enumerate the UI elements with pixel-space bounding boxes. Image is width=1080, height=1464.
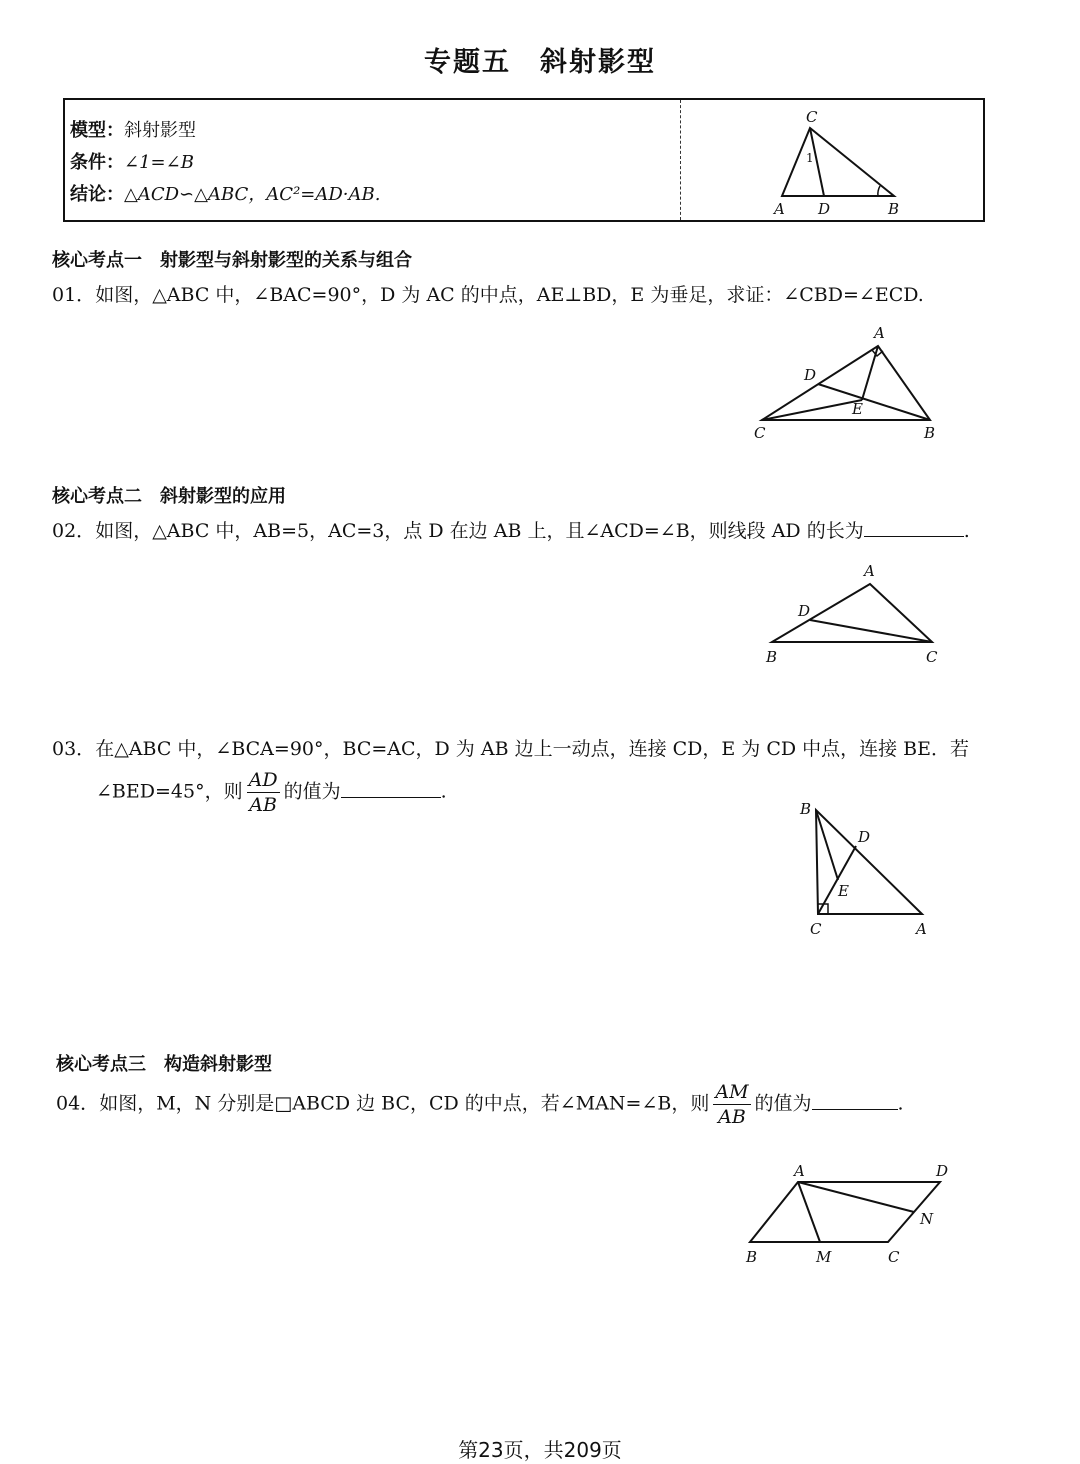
section-2-heading xyxy=(52,482,286,508)
segment-bd xyxy=(818,384,930,420)
problem-02-number: 02． xyxy=(52,520,96,542)
label-e: E xyxy=(852,400,863,418)
conclusion-label: 结论： xyxy=(70,184,124,205)
fraction-denominator: AB xyxy=(249,794,277,816)
problem-04 xyxy=(56,1080,904,1129)
model-line xyxy=(70,116,196,142)
page-title: 专题五 斜射影型 xyxy=(424,47,656,78)
fraction-numerator: AM xyxy=(715,1081,749,1103)
angle-arc-b xyxy=(878,186,880,196)
model-label: 模型： xyxy=(70,120,124,141)
label-c: C xyxy=(754,424,766,442)
label-b: B xyxy=(888,200,900,218)
label-d: D xyxy=(858,828,871,846)
label-d: D xyxy=(804,366,817,384)
segment-cd xyxy=(810,620,932,642)
section-1-title: 射影型与斜射影型的关系与组合 xyxy=(160,250,412,271)
label-b: B xyxy=(924,424,936,442)
conclusion-value: △ACD∽△ABC，AC²=AD·AB. xyxy=(124,184,381,205)
label-a: A xyxy=(874,324,885,342)
label-b: B xyxy=(800,800,812,818)
problem-04-text-2: 的值为 xyxy=(754,1092,812,1115)
section-2-title: 斜射影型的应用 xyxy=(160,486,286,507)
segment-an xyxy=(798,1182,914,1212)
label-d: D xyxy=(818,200,831,218)
problem-01-figure xyxy=(752,322,942,447)
section-1-label: 核心考点一 xyxy=(52,250,142,271)
label-c: C xyxy=(926,648,938,666)
fraction-numerator: AD xyxy=(248,769,278,791)
problem-04-text-1: 如图，M，N 分别是□ABCD 边 BC，CD 的中点，若∠MAN=∠B，则 xyxy=(99,1092,710,1115)
label-d: D xyxy=(798,602,811,620)
problem-03-figure xyxy=(798,796,938,941)
conclusion-line xyxy=(70,180,380,206)
problem-03-text-2: ∠BED=45°，则 xyxy=(96,780,243,803)
label-a: A xyxy=(916,920,927,938)
problem-01 xyxy=(52,280,924,307)
label-m: M xyxy=(816,1248,832,1266)
problem-04-end: . xyxy=(897,1092,904,1115)
problem-04-answer-blank[interactable] xyxy=(812,1091,898,1110)
condition-value: ∠1=∠B xyxy=(124,152,194,173)
label-d: D xyxy=(936,1162,949,1180)
label-b: B xyxy=(766,648,778,666)
model-box-divider xyxy=(680,100,681,220)
model-triangle-figure xyxy=(770,104,910,219)
label-1: 1 xyxy=(806,151,814,165)
fraction-denominator: AB xyxy=(718,1106,746,1128)
problem-03-text-3: 的值为 xyxy=(283,780,341,803)
label-e: E xyxy=(838,882,849,900)
section-1-heading xyxy=(52,246,412,272)
problem-03-end: . xyxy=(440,780,447,803)
problem-01-number: 01． xyxy=(52,284,96,306)
problem-04-fraction xyxy=(713,1080,750,1129)
section-3-label: 核心考点三 xyxy=(56,1054,146,1075)
label-b: B xyxy=(746,1248,758,1266)
triangle-abc xyxy=(772,584,932,642)
section-3-heading xyxy=(56,1050,272,1076)
problem-02-text: 如图，△ABC 中，AB=5，AC=3，点 D 在边 AB 上，且∠ACD=∠B，则线段 AD 的长为 xyxy=(95,520,864,542)
problem-03-fraction xyxy=(247,768,280,817)
section-2-label: 核心考点二 xyxy=(52,486,142,507)
problem-03-line-1 xyxy=(52,734,969,761)
problem-01-text: 如图，△ABC 中，∠BAC=90°，D 为 AC 的中点，AE⊥BD，E 为垂足，求证：∠CBD=∠ECD. xyxy=(95,284,924,306)
problem-03-line-2 xyxy=(96,768,447,817)
problem-02 xyxy=(52,516,970,543)
problem-03-number: 03． xyxy=(52,738,96,760)
problem-03-text-1: 在△ABC 中，∠BCA=90°，BC=AC，D 为 AB 边上一动点，连接 CD，E 为 CD 中点，连接 BE．若 xyxy=(95,738,970,760)
page-footer: 第23页，共209页 xyxy=(458,1438,622,1462)
condition-label: 条件： xyxy=(70,152,124,173)
problem-02-end: . xyxy=(963,520,970,542)
label-a: A xyxy=(774,200,785,218)
label-a: A xyxy=(864,562,875,580)
label-c: C xyxy=(888,1248,900,1266)
label-n: N xyxy=(920,1210,934,1228)
model-value: 斜射影型 xyxy=(124,120,196,141)
problem-03-answer-blank[interactable] xyxy=(341,779,441,798)
segment-am xyxy=(798,1182,820,1242)
problem-02-figure xyxy=(762,560,952,670)
section-3-title: 构造斜射影型 xyxy=(164,1054,272,1075)
label-c: C xyxy=(806,108,818,126)
problem-04-number: 04． xyxy=(56,1092,100,1115)
label-c: C xyxy=(810,920,822,938)
problem-02-answer-blank[interactable] xyxy=(864,518,964,537)
problem-04-figure xyxy=(742,1160,962,1270)
triangle-abc xyxy=(762,346,930,420)
condition-line xyxy=(70,148,194,174)
label-a: A xyxy=(794,1162,805,1180)
triangle-acb xyxy=(782,128,894,196)
